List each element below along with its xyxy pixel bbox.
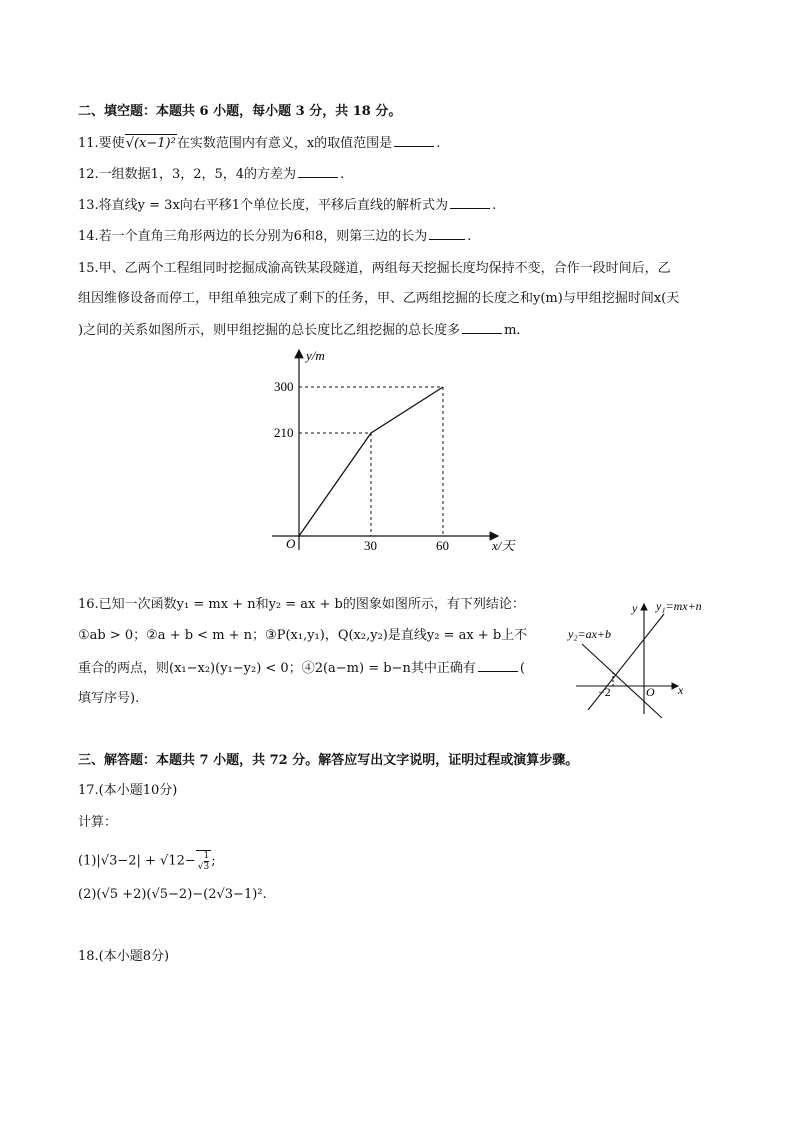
q17-p1-end: ; [211,853,216,869]
q11-prefix: 11.要使 [78,136,125,151]
q16-line-3-text: 重合的两点，则(x₁−x₂)(y₁−y₂) < 0；④2(a−m) = b−n其中正确有 [78,661,476,676]
q16-line-2: ①ab > 0；②a + b < m + n；③P(x₁,y₁)，Q(x₂,y₂)是直线y₂ = ax + b上不 [78,628,528,643]
g2-y2-label: y₂=ax+b [568,627,612,641]
q14-text: 14.若一个直角三角形两边的长分别为6和8，则第三边的长为 [78,229,428,244]
section-2-title: 二、填空题：本题共 6 小题，每小题 3 分，共 18 分。 [78,104,402,119]
q11-radical: √(x−1)² [125,136,176,151]
question-14 [78,227,471,246]
q12-end: . [340,167,345,182]
q16-line-4: 填写序号). [78,691,140,706]
y-tick-210: 210 [274,425,294,440]
x-tick-60: 60 [436,538,449,553]
q15-line-1: 15.甲、乙两个工程组同时挖掘成渝高铁某段隧道，两组每天挖掘长度均保持不变，合作一段时间后，乙 [78,261,671,276]
g2-origin: O [646,685,655,699]
question-11 [78,134,440,153]
q16-line-1: 16.已知一次函数y₁ = mx + n和y₂ = ax + b的图象如图所示，有下列结论： [78,597,525,612]
question-12 [78,165,344,184]
q15-line-3-end: m. [504,323,521,338]
y-tick-300: 300 [274,379,294,394]
q17-p1-a: (1)| [78,853,101,869]
q12-text: 12.一组数据1，3，2，5，4的方差为 [78,167,297,182]
section-3-title: 三、解答题：本题共 7 小题，共 72 分。解答应写出文字说明，证明过程或演算步骤。 [78,753,579,768]
y-axis-label: y/m [306,348,325,363]
q11-end: . [436,136,441,151]
q13-end: . [492,198,497,213]
q15-line-3-text: )之间的关系如图所示，则甲组挖掘的总长度比乙组挖掘的总长度多 [78,323,461,338]
q18-heading: 18.(本小题8分) [78,949,170,964]
q17-p1-num: 1 [203,851,210,861]
q14-answer-blank[interactable] [429,227,465,240]
x-tick-30: 30 [364,538,377,553]
g2-y-label: y [632,601,638,615]
q17-calc-label: 计算： [78,815,118,830]
q16-line-3-end: ( [519,661,525,676]
q13-answer-blank[interactable] [450,196,490,209]
g2-tick: −2 [598,685,611,699]
q17-part-2: (2)(√5 +2)(√5−2)−(2√3−1)². [78,887,267,902]
q11-answer-blank[interactable] [394,134,434,147]
q15-answer-blank[interactable] [462,321,502,334]
q15-line-3 [78,321,521,340]
q11-text: 在实数范围内有意义，x的取值范围是 [176,136,393,151]
q17-heading: 17.(本小题10分) [78,783,178,798]
q16-answer-blank[interactable] [478,659,518,672]
q15-graph [260,340,540,560]
g2-y1-label: y₁=mx+n [656,599,702,613]
q17-p1-b: √3−2| + √12− [100,853,196,869]
origin-label: O [286,536,296,551]
q16-graph [560,592,730,722]
x-axis-label: x/天 [492,538,515,553]
q15-line-2: 组因维修设备而停工，甲组单独完成了剩下的任务，甲、乙两组挖掘的长度之和y(m)与甲组挖掘时间x(天 [78,291,680,306]
g2-x-label: x [678,683,684,697]
q14-end: . [467,229,472,244]
q17-p1-den: 3 [203,862,210,872]
q17-p1-frac: √ $\frac{1}{3}$ [197,851,210,872]
q12-answer-blank[interactable] [298,165,338,178]
q16-line-3 [78,659,525,678]
g2-line-y2 [582,644,662,718]
q11-radicand: (x−1)² [133,136,176,151]
q17-part-1 [78,850,216,872]
q13-text: 13.将直线y = 3x向右平移1个单位长度，平移后直线的解析式为 [78,198,449,213]
question-13 [78,196,496,215]
